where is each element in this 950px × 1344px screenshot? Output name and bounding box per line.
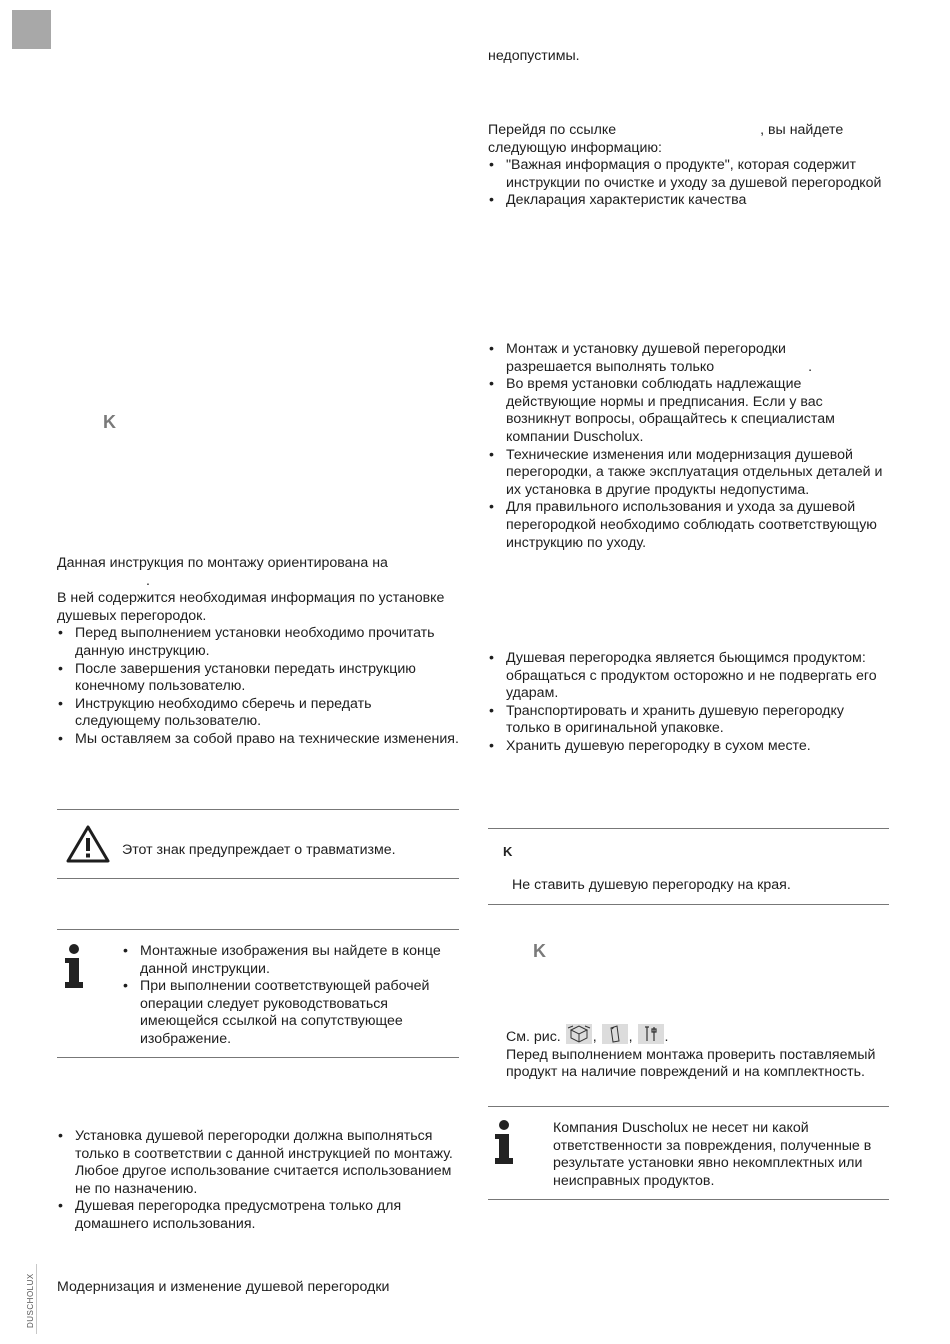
list-item: • Душевая перегородка является бьющимся продуктом: обращаться с продуктом осторожно и не подвергать его ударам.: [488, 650, 890, 703]
divider: [57, 809, 459, 810]
edge-warning: Не ставить душевую перегородку на края.: [512, 877, 791, 893]
warning-triangle-icon: [65, 824, 111, 864]
page-marker: [12, 10, 51, 49]
liability-text: Компания Duscholux не несет ни какой ответственности за повреждения, полученные в результате установки явно некомплектных или неисправных продуктов.: [553, 1120, 872, 1189]
list-item: • Во время установки соблюдать надлежащие действующие нормы и предписания. Если у вас возникнут вопросы, обращайтесь к специалистам компании Duscholux.: [488, 376, 890, 446]
list-item: • Декларация характеристик качества: [488, 192, 890, 210]
list-item: • Для правильного использования и ухода за душевой перегородкой необходимо соблюдать соответствующую инструкцию по уходу.: [488, 499, 890, 552]
install-bullet1-b: разрешается выполнять только: [506, 358, 715, 375]
see-fig-line: [506, 1024, 890, 1047]
intro-para: В ней содержится необходимая информация по установке душевых перегородок.: [57, 590, 445, 624]
fig-end: .: [664, 1029, 669, 1045]
fig-sep-2: ,: [628, 1029, 633, 1045]
warning-text: Этот знак предупреждает о травматизме.: [122, 842, 396, 858]
list-item: • После завершения установки передать инструкцию конечному пользователю.: [57, 661, 459, 696]
list-item: • Транспортировать и хранить душевую перегородку только в оригинальной упаковке.: [488, 703, 890, 738]
fig-sep-1: ,: [592, 1029, 597, 1045]
check-para: Перед выполнением монтажа проверить поставляемый продукт на наличие повреждений и на комплектность.: [506, 1046, 876, 1081]
divider: [57, 929, 459, 930]
panel-figure-icon: [602, 1024, 628, 1044]
list-item: • "Важная информация о продукте", которая содержит инструкции по очистке и уходу за душевой перегородкой: [488, 157, 890, 192]
list-item: • Установка душевой перегородки должна выполняться только в соответствии с данной инструкцией по монтажу. Любое другое использование считается использованием не по назначению.: [57, 1128, 459, 1198]
tools-figure-icon: [638, 1024, 664, 1044]
divider: [488, 1199, 889, 1200]
divider: [57, 1057, 459, 1058]
list-item: • Душевая перегородка предусмотрена только для домашнего использования.: [57, 1198, 459, 1233]
see-fig-label: См. рис.: [506, 1029, 561, 1045]
list-item: • Инструкцию необходимо сберечь и передать следующему пользователю.: [57, 696, 459, 731]
list-item: • Монтажные изображения вы найдете в конце данной инструкции.: [122, 943, 458, 978]
transport-bullets: [488, 650, 890, 756]
link-para-line1: [488, 122, 890, 140]
list-item: • Мы оставляем за собой право на технические изменения.: [57, 731, 459, 749]
info-bullets: [122, 943, 458, 1049]
side-brand: [6, 1264, 40, 1334]
link-bullets: [488, 157, 890, 210]
link-para-b: , вы найдете: [760, 122, 844, 138]
list-item: • Технические изменения или модернизация душевой перегородки, а также эксплуатация отдельных деталей и их установка в другие продукты недопустима.: [488, 447, 890, 500]
top-line: недопустимы.: [488, 48, 580, 64]
list-item: [488, 341, 890, 376]
transport-section: [488, 650, 890, 756]
box-figure-icon: [566, 1024, 592, 1044]
list-item: • Перед выполнением установки необходимо прочитать данную инструкцию.: [57, 625, 459, 660]
k-letter-left: K: [103, 412, 116, 432]
install-bullet1-c: .: [808, 358, 813, 375]
list-item: • При выполнении соответствующей рабочей операции следует руководствоваться имеющейся ссылкой на сопутствующее изображение.: [122, 978, 458, 1048]
k-small: K: [503, 844, 513, 859]
modernization-text: Модернизация и изменение душевой перегородки: [57, 1279, 390, 1295]
link-section: [488, 122, 890, 210]
divider: [488, 904, 889, 905]
divider: [57, 878, 459, 879]
install-section: [488, 341, 890, 552]
see-fig-section: [506, 1024, 890, 1082]
divider: [488, 828, 889, 829]
intro-bullets: [57, 625, 459, 748]
intro-line2: .: [146, 572, 150, 589]
side-brand-text: DUSCHOLUX: [26, 1273, 35, 1328]
install-bullets: [488, 341, 890, 552]
divider: [488, 1106, 889, 1107]
link-para-a: Перейдя по ссылке: [488, 122, 617, 138]
info-section: [122, 943, 458, 1049]
use-bullets: [57, 1128, 459, 1234]
intro-section: [57, 555, 459, 749]
link-para-c: следующую информацию:: [488, 139, 662, 156]
info-icon: [494, 1120, 514, 1166]
info-icon: [64, 944, 84, 990]
list-item: • Хранить душевую перегородку в сухом месте.: [488, 738, 890, 756]
install-bullet1-a: Монтаж и установку душевой перегородки: [506, 341, 786, 357]
use-section: [57, 1128, 459, 1234]
intro-line1: Данная инструкция по монтажу ориентирована на: [57, 555, 388, 571]
k-letter-right: K: [533, 941, 546, 961]
